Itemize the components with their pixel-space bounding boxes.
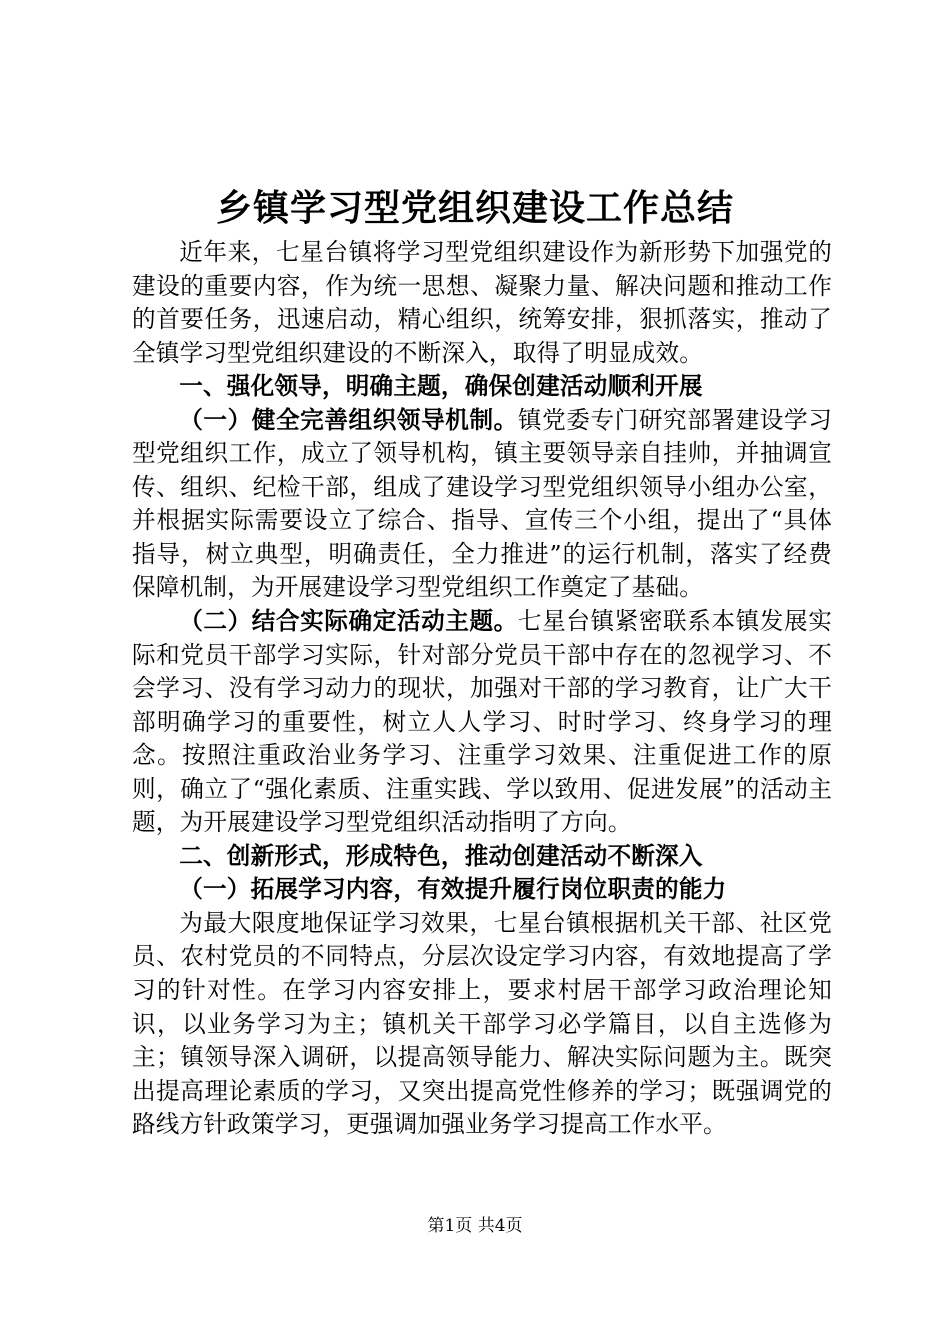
section-1-item-2-text: 七星台镇紧密联系本镇发展实际和党员干部学习实际，针对部分党员干部中存在的忽视学习、不会学习、没有学习动力的现状，加强对干部的学习教育，让广大干部明确学习的重要性，树立人人学习、时时学习、终身学习的理念。按照注重政治业务学习、注重学习效果、注重促进工作的原则，确立了“强化素质、注重实践、学以致用、促进发展”的活动主题，为开展建设学习型党组织活动指明了方向。 xyxy=(132,607,832,837)
section-1-item-2-paragraph xyxy=(132,605,832,840)
intro-paragraph: 近年来，七星台镇将学习型党组织建设作为新形势下加强党的建设的重要内容，作为统一思想、凝聚力量、解决问题和推动工作的首要任务，迅速启动，精心组织，统筹安排，狠抓落实，推动了全镇学习型党组织建设的不断深入，取得了明显成效。 xyxy=(132,238,832,367)
document-title: 乡镇学习型党组织建设工作总结 xyxy=(215,188,734,229)
section-1-heading: 一、强化领导，明确主题，确保创建活动顺利开展 xyxy=(179,372,703,401)
page-number-footer: 第1页 共4页 xyxy=(427,1216,523,1236)
section-1-item-1-text: 镇党委专门研究部署建设学习型党组织工作，成立了领导机构，镇主要领导亲自挂帅，并抽调宣传、组织、纪检干部，组成了建设学习型党组织领导小组办公室，并根据实际需要设立了综合、指导、宣传三个小组，提出了“具体指导，树立典型，明确责任，全力推进”的运行机制，落实了经费保障机制，为开展建设学习型党组织工作奠定了基础。 xyxy=(132,405,832,602)
section-1-item-2-lead: （二）结合实际确定活动主题。 xyxy=(179,607,518,636)
section-2-sub-1-paragraph: 为最大限度地保证学习效果，七星台镇根据机关干部、社区党员、农村党员的不同特点，分层次设定学习内容，有效地提高了学习的针对性。在学习内容安排上，要求村居干部学习政治理论知识，以业务学习为主；镇机关干部学习必学篇目，以自主选修为主；镇领导深入调研，以提高领导能力、解决实际问题为主。既突出提高理论素质的学习，又突出提高党性修养的学习；既强调党的路线方针政策学习，更强调加强业务学习提高工作水平。 xyxy=(132,908,832,1139)
section-2-sub-1-heading: （一）拓展学习内容，有效提升履行岗位职责的能力 xyxy=(179,875,727,904)
section-2-heading: 二、创新形式，形成特色，推动创建活动不断深入 xyxy=(179,841,703,870)
document-body xyxy=(132,236,832,1142)
section-1-item-1-lead: （一）健全完善组织领导机制。 xyxy=(179,405,518,434)
section-1-item-1-paragraph xyxy=(132,404,832,605)
